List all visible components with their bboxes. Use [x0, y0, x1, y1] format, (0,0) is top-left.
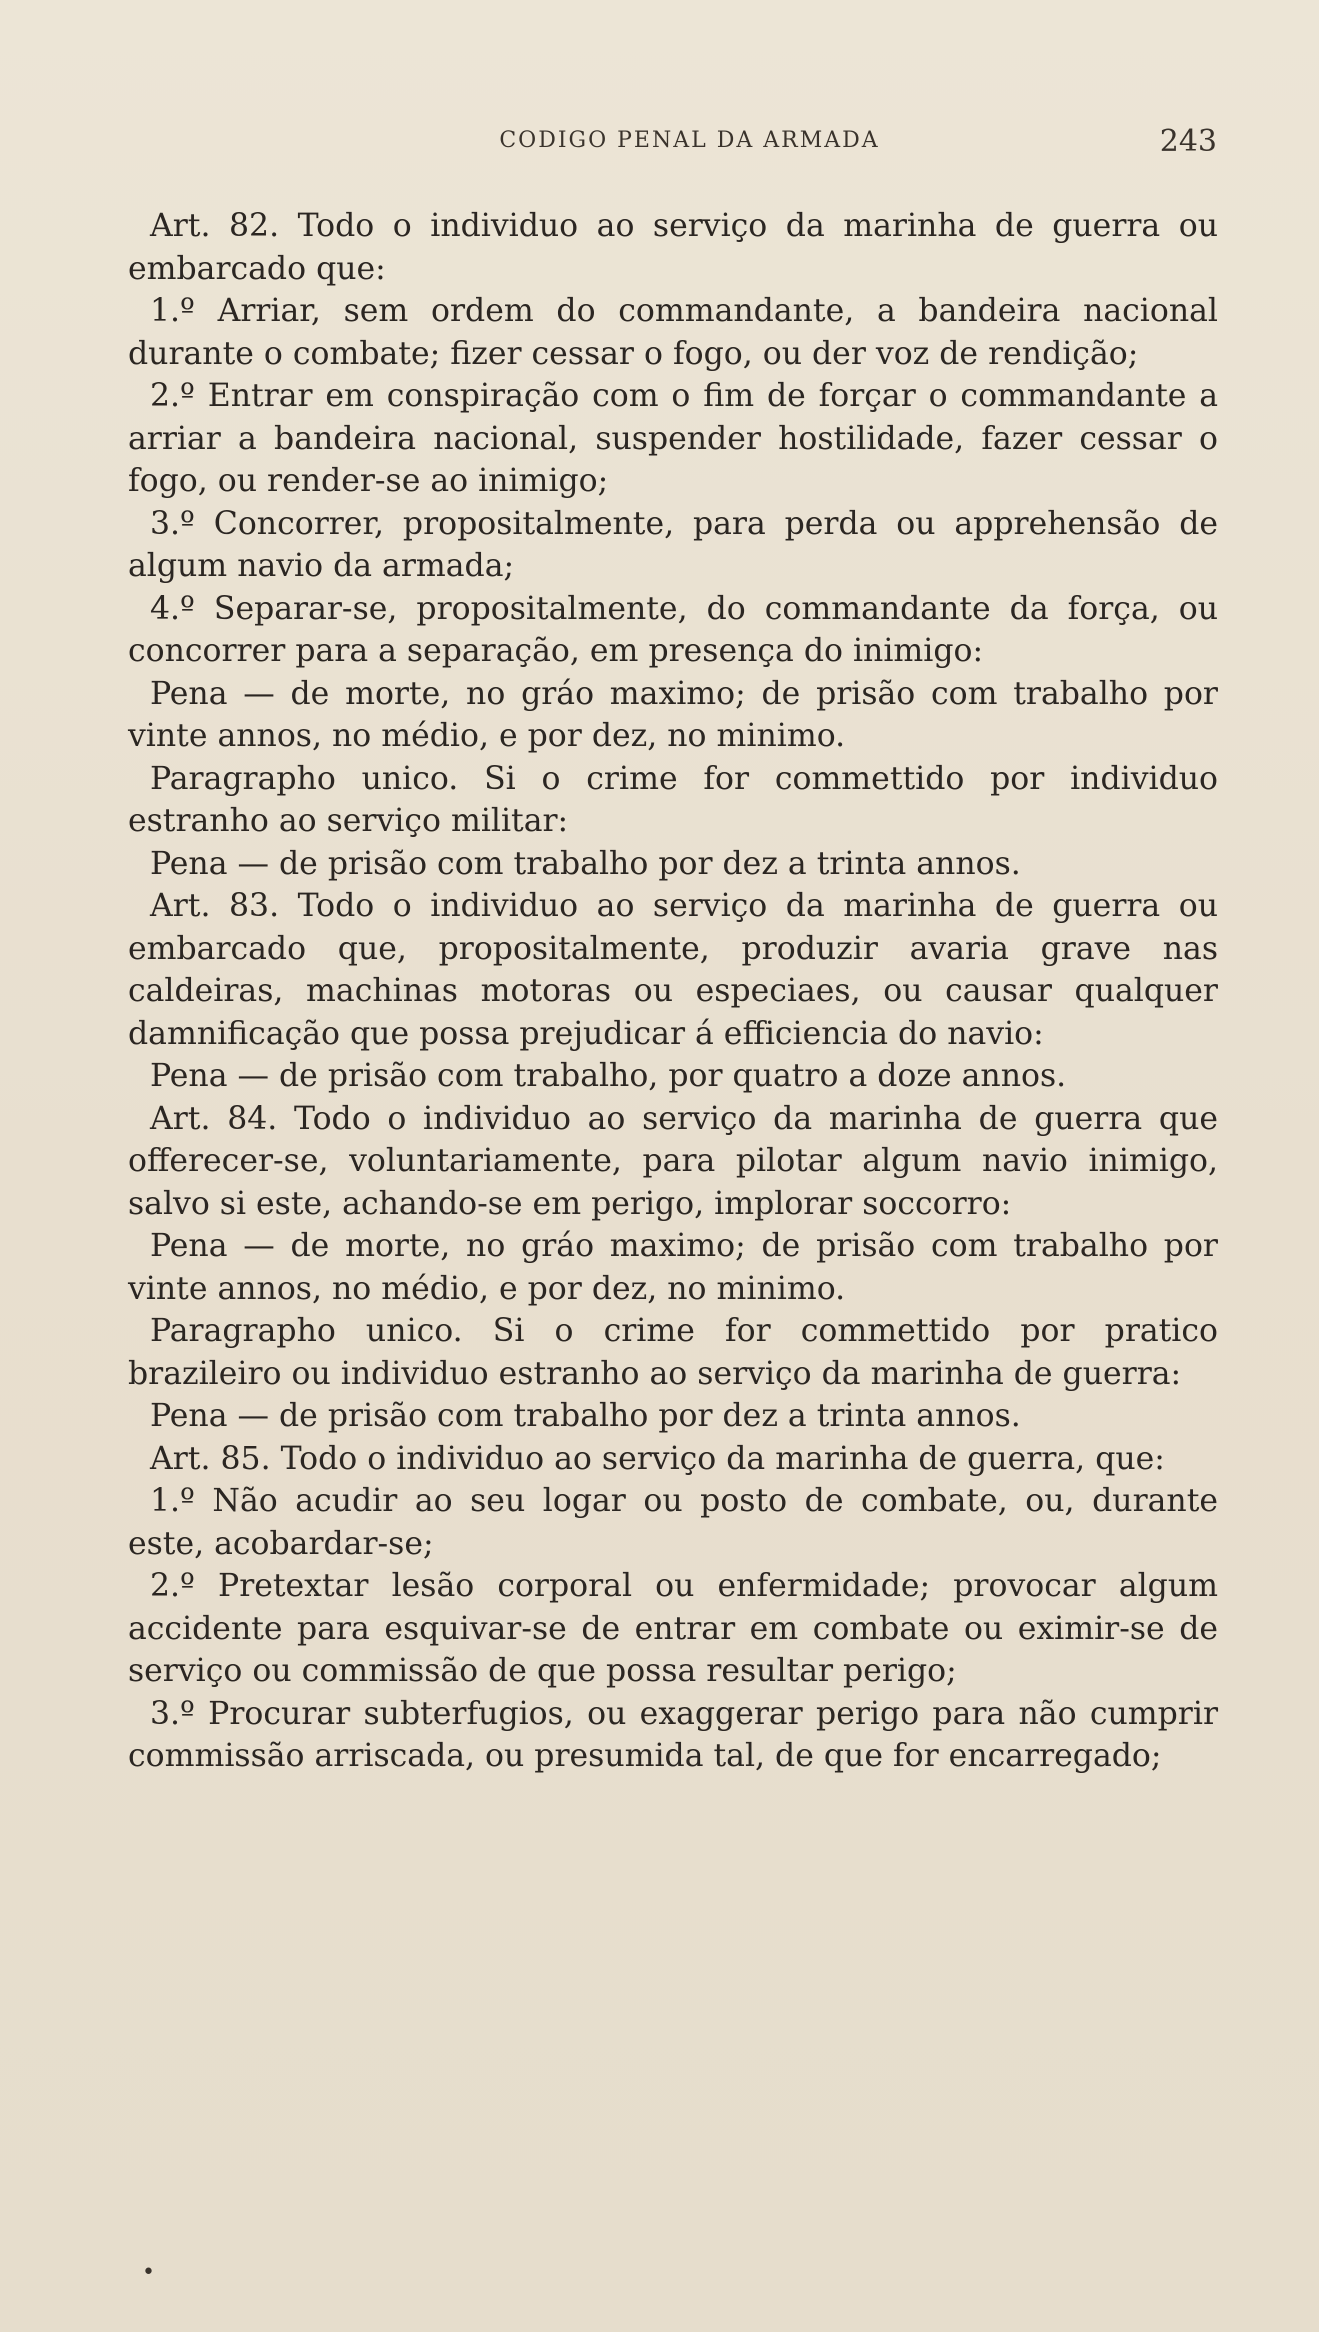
article-83: Art. 83. Todo o individuo ao serviço da marinha de guerra ou embarcado que, propositalmente, produzir avaria grave nas caldeiras, machinas motoras ou especiaes, ou causar qualquer damnificação que possa prejudicar á efficiencia do navio: [128, 888, 1218, 1052]
article-82-sole-paragraph: Paragrapho unico. Si o crime for commettido por individuo estranho ao serviço militar: [128, 760, 1218, 839]
printer-mark: • [142, 2260, 155, 2285]
article-85-item-1: 1.º Não acudir ao seu logar ou posto de combate, ou, durante este, acobardar-se; [128, 1483, 1218, 1562]
body-text [128, 205, 1218, 1778]
running-title: CODIGO PENAL DA ARMADA [499, 128, 880, 153]
article-84-sole-paragraph: Paragrapho unico. Si o crime for commettido por pratico brazileiro ou individuo estranho ao serviço da marinha de guerra: [128, 1313, 1218, 1392]
article-82-penalty: Pena — de morte, no gráo maximo; de prisão com trabalho por vinte annos, no médio, e por dez, no minimo. [128, 675, 1218, 754]
article-85-intro: Art. 85. Todo o individuo ao serviço da marinha de guerra, que: [150, 1440, 1165, 1477]
article-82-item-4: 4.º Separar-se, propositalmente, do commandante da força, ou concorrer para a separação, em presença do inimigo: [128, 590, 1218, 669]
article-84-sole-penalty: Pena — de prisão com trabalho por dez a trinta annos. [150, 1398, 1021, 1434]
article-82-item-3: 3.º Concorrer, propositalmente, para perda ou apprehensão de algum navio da armada; [128, 505, 1218, 584]
article-82-item-1: 1.º Arriar, sem ordem do commandante, a bandeira nacional durante o combate; fizer cessar o fogo, ou der voz de rendição; [128, 293, 1218, 372]
article-84: Art. 84. Todo o individuo ao serviço da marinha de guerra que offerecer-se, voluntariamente, para pilotar algum navio inimigo, salvo si este, achando-se em perigo, implorar soccorro: [128, 1100, 1218, 1222]
article-85-item-2: 2.º Pretextar lesão corporal ou enfermidade; provocar algum accidente para esquivar-se de entrar em combate ou eximir-se de serviço ou commissão de que possa resultar perigo; [128, 1568, 1218, 1689]
article-84-penalty: Pena — de morte, no gráo maximo; de prisão com trabalho por vinte annos, no médio, e por dez, no minimo. [128, 1228, 1218, 1307]
article-82-sole-penalty: Pena — de prisão com trabalho por dez a trinta annos. [150, 845, 1021, 882]
article-85-item-3: 3.º Procurar subterfugios, ou exaggerar perigo para não cumprir commissão arriscada, ou presumida tal, de que for encarregado; [128, 1695, 1218, 1774]
article-82-item-2: 2.º Entrar em conspiração com o fim de forçar o commandante a arriar a bandeira nacional, suspender hostilidade, fazer cessar o fogo, ou render-se ao inimigo; [128, 378, 1218, 499]
article-82-intro: Art. 82. Todo o individuo ao serviço da marinha de guerra ou embarcado que: [128, 208, 1218, 287]
article-83-penalty: Pena — de prisão com trabalho, por quatro a doze annos. [150, 1058, 1067, 1094]
page-number: 243 [1159, 124, 1217, 159]
running-head [150, 124, 1229, 168]
